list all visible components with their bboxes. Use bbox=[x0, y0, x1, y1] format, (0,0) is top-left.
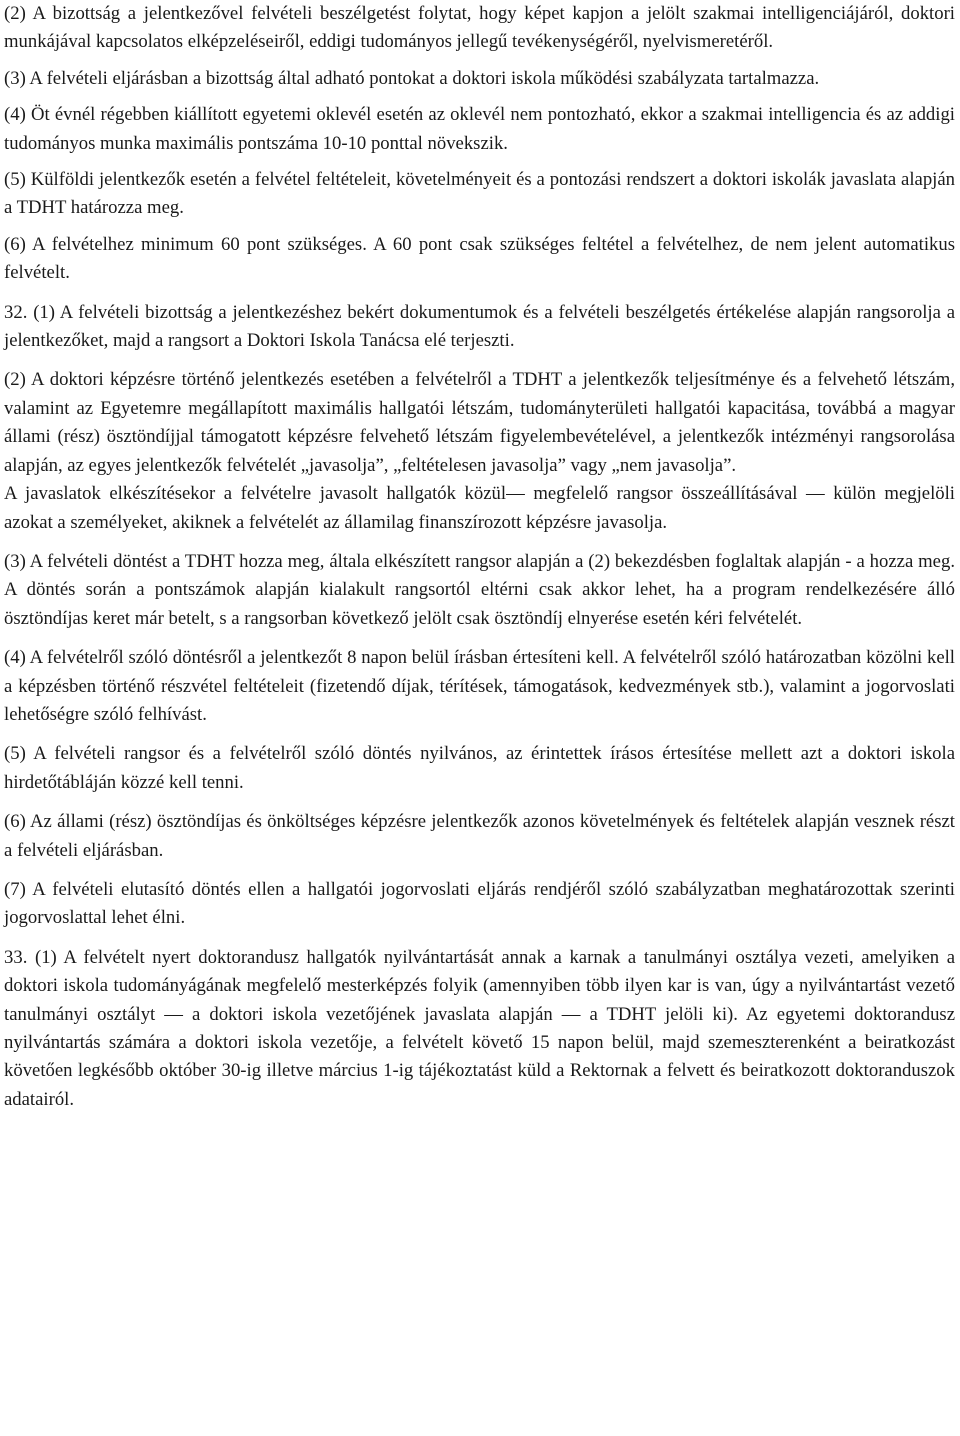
section-32-paragraph-4: (4) A felvételről szóló döntésről a jelentkezőt 8 napon belül írásban értesíteni kell. A felvételről szóló határozatban közölni kell a képzésben történő részvétel feltételeit (fizetendő díjak, térítések, támogatások, kedvezmények stb.), valamint a jogorvoslati lehetőségre szóló felhívást. bbox=[4, 647, 955, 725]
document-page bbox=[4, 0, 955, 1114]
paragraph-3: (3) A felvételi eljárásban a bizottság által adható pontokat a doktori iskola működési szabályzata tartalmazza. bbox=[4, 67, 820, 89]
section-33-paragraph-1: 33. (1) A felvételt nyert doktorandusz hallgatók nyilvántartását annak a karnak a tanulmányi osztálya vezeti, amelyiken a doktori iskola tudományágának megfelelő mesterképzés folyik (amennyiben több ilyen kar is van, úgy a nyilvántartást vezető tanulmányi osztályt — a doktori iskola vezetőjének javaslata alapján — a TDHT jelöli ki). Az egyetemi doktorandusz nyilvántartás számára a doktori iskola vezetője, a felvételt követő 15 napon belül, majd szemeszterenként a beiratkozást követően legkésőbb október 30-ig illetve március 1-ig tájékoztatást küld a Rektornak a felvett és beiratkozott doktoranduszok adatairól. bbox=[4, 946, 955, 1110]
paragraph-4: (4) Öt évnél régebben kiállított egyetemi oklevél esetén az oklevél nem pontozható, ekkor a szakmai intelligencia és az addigi tudományos munka maximális pontszáma 10-10 ponttal növekszik. bbox=[4, 104, 955, 154]
section-32-paragraph-7: (7) A felvételi elutasító döntés ellen a hallgatói jogorvoslati eljárás rendjéről szóló szabályzatban meghatározottak szerinti jogorvoslattal lehet élni. bbox=[4, 878, 955, 929]
section-32-paragraph-5: (5) A felvételi rangsor és a felvételről szóló döntés nyilvános, az érintettek írásos értesítése mellett azt a doktori iskola hirdetőtábláján közzé kell tenni. bbox=[4, 743, 955, 793]
paragraph-6: (6) A felvételhez minimum 60 pont szükséges. A 60 pont csak szükséges feltétel a felvételhez, de nem jelent automatikus felvételt. bbox=[4, 233, 955, 284]
section-32-paragraph-2: (2) A doktori képzésre történő jelentkezés esetében a felvételről a TDHT a jelentkezők teljesítménye és a felvehető létszám, valamint az Egyetemre megállapított maximális hallgatói létszám, tudományterületi hallgatói kapacitása, továbbá a magyar állami (rész) ösztöndíjjal támogatott képzésre felvehető létszám figyelembevételével, a jelentkezők intézményi rangsorolása alapján, az egyes jelentkezők felvételét „javasolja”, „feltételesen javasolja” vagy „nem javasolja”. bbox=[4, 369, 955, 476]
section-32-paragraph-6: (6) Az állami (rész) ösztöndíjas és önköltséges képzésre jelentkezők azonos követelmények és feltételek alapján vesznek részt a felvételi eljárásban. bbox=[4, 811, 955, 861]
paragraph-2: (2) A bizottság a jelentkezővel felvételi beszélgetést folytat, hogy képet kapjon a jelölt szakmai intelligenciájáról, doktori munkájával kapcsolatos elképzeléseiről, eddigi tudományos jellegű tevékenységéről, nyelvismeretéről. bbox=[4, 3, 955, 53]
section-32-paragraph-2-continued: A javaslatok elkészítésekor a felvételre javasolt hallgatók közül— megfelelő rangsor összeállításával — külön megjelöli azokat a személyeket, akiknek a felvételét az államilag finanszírozott képzésre javasolja. bbox=[4, 483, 955, 533]
section-32-paragraph-1: 32. (1) A felvételi bizottság a jelentkezéshez bekért dokumentumok és a felvételi beszélgetés értékelése alapján rangsorolja a jelentkezőket, majd a rangsort a Doktori Iskola Tanácsa elé terjeszti. bbox=[4, 301, 955, 352]
paragraph-5: (5) Külföldi jelentkezők esetén a felvétel feltételeit, követelményeit és a pontozási rendszert a doktori iskolák javaslata alapján a TDHT határozza meg. bbox=[4, 169, 955, 219]
section-32-paragraph-3: (3) A felvételi döntést a TDHT hozza meg, általa elkészített rangsor alapján a (2) bekezdésben foglaltak alapján - a hozza meg. A döntés során a pontszámok alapján kialakult rangsortól eltérni csak akkor lehet, ha a program rendelkezésére álló ösztöndíjas keret már betelt, s a rangsorban következő jelölt csak ösztöndíj elnyerése esetén kéri felvételét. bbox=[4, 550, 955, 629]
